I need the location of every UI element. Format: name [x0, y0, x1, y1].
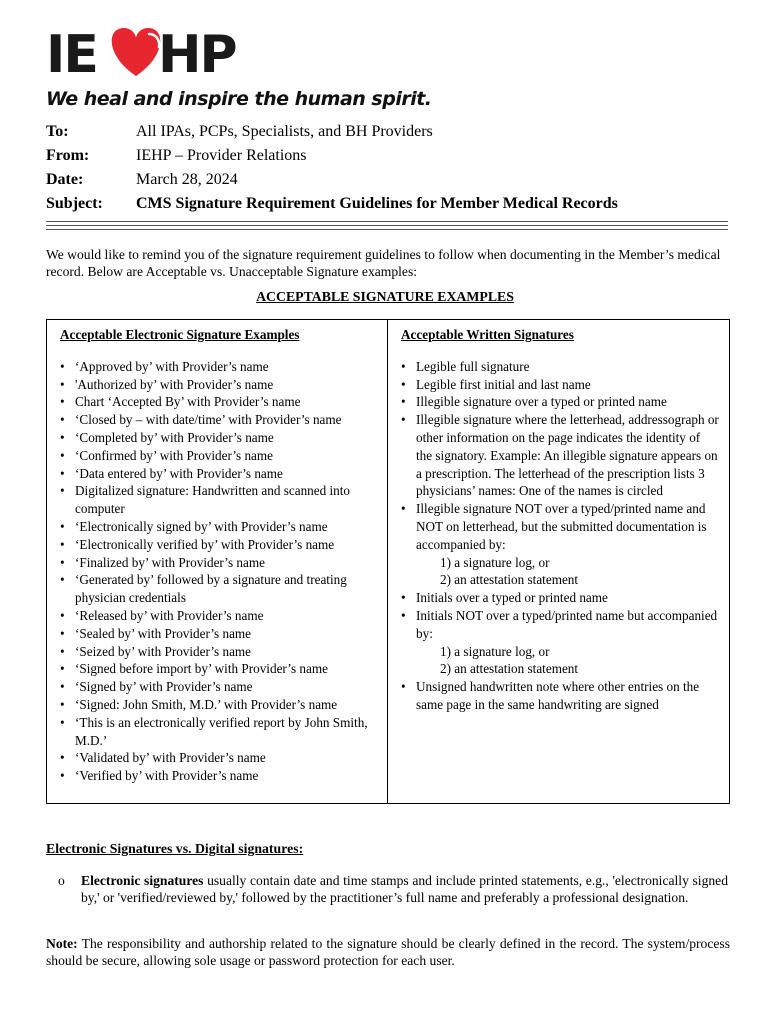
signature-table: [46, 319, 730, 804]
to-value: All IPAs, PCPs, Specialists, and BH Providers: [136, 123, 433, 140]
list-item: • Illegible signature where the letterhead, addressograph or other information on the page indicates the identity of the signatory. Example: An illegible signature appears on a prescription. The letterhead of the prescription lists 3 physicians’ names: One of the names is circled: [398, 411, 719, 500]
list-item: • Digitalized signature: Handwritten and scanned into computer: [57, 482, 377, 518]
svg-text:IE: IE: [46, 25, 97, 85]
bold-term: Electronic signatures: [81, 873, 204, 888]
to-label: To:: [46, 123, 69, 140]
subject-value: CMS Signature Requirement Guidelines for Member Medical Records: [136, 195, 618, 212]
es-description: usually contain date and time stamps and include printed statements, e.g., 'electronically signed by,' or 'verified/reviewed by,' followed by the practitioner’s full name and preferably a professional designation.: [81, 873, 728, 905]
list-item: • ‘Sealed by’ with Provider’s name: [57, 625, 377, 643]
date-value: March 28, 2024: [136, 171, 238, 188]
list-item: • ‘Electronically verified by’ with Provider’s name: [57, 536, 377, 554]
circle-bullet-icon: o: [58, 873, 65, 888]
list-item: • Illegible signature over a typed or printed name: [398, 393, 719, 411]
list-item: • Unsigned handwritten note where other entries on the same page in the same handwriting are signed: [398, 678, 719, 714]
intro-paragraph: We would like to remind you of the signature requirement guidelines to follow when documenting in the Member’s medical record. Below are Acceptable vs. Unacceptable Signature examples:: [46, 247, 721, 279]
list-item: • ‘Closed by – with date/time’ with Provider’s name: [57, 411, 377, 429]
list-item: • 'Authorized by’ with Provider’s name: [57, 376, 377, 394]
es-vs-ds-text: [81, 872, 728, 906]
divider: [46, 225, 728, 226]
section-heading: ACCEPTABLE SIGNATURE EXAMPLES: [256, 289, 514, 304]
note-label: Note:: [46, 936, 78, 951]
list-item: • ‘Generated by’ followed by a signature and treating physician credentials: [57, 571, 377, 607]
svg-text:HP: HP: [158, 25, 236, 85]
list-item: • ‘Electronically signed by’ with Provider’s name: [57, 518, 377, 536]
divider: [46, 229, 728, 230]
from-label: From:: [46, 147, 90, 164]
date-label: Date:: [46, 171, 84, 188]
list-item: • Legible full signature: [398, 358, 719, 376]
list-item: • ‘This is an electronically verified report by John Smith, M.D.’: [57, 714, 377, 750]
list-item: • ‘Confirmed by’ with Provider’s name: [57, 447, 377, 465]
list-item: [398, 500, 719, 589]
list-item: • ‘Approved by’ with Provider’s name: [57, 358, 377, 376]
subject-label: Subject:: [46, 195, 103, 212]
list-item: • ‘Validated by’ with Provider’s name: [57, 749, 377, 767]
sub-item: 1) a signature log, or: [440, 643, 550, 659]
sub-item: 2) an attestation statement: [440, 661, 579, 677]
divider: [46, 221, 728, 222]
list-item: • ‘Completed by’ with Provider’s name: [57, 429, 377, 447]
list-item: • ‘Signed: John Smith, M.D.’ with Provider’s name: [57, 696, 377, 714]
list-item: • ‘Verified by’ with Provider’s name: [57, 767, 377, 785]
iehp-logo: [46, 22, 236, 85]
list-item: • Initials over a typed or printed name: [398, 589, 719, 607]
es-vs-ds-heading: Electronic Signatures vs. Digital signatures:: [46, 841, 304, 856]
electronic-list: [57, 358, 377, 785]
from-value: IEHP – Provider Relations: [136, 147, 307, 164]
written-column: [388, 320, 729, 803]
sub-item: 2) an attestation statement: [440, 572, 579, 588]
electronic-column-title: Acceptable Electronic Signature Examples: [60, 327, 300, 342]
list-item: • ‘Signed before import by’ with Provider’s name: [57, 660, 377, 678]
list-item: • ‘Finalized by’ with Provider’s name: [57, 554, 377, 572]
memo-header: [46, 120, 618, 216]
written-list: [398, 358, 719, 714]
list-item: [398, 607, 719, 678]
es-vs-ds-item: [58, 872, 728, 906]
list-item: • ‘Released by’ with Provider’s name: [57, 607, 377, 625]
list-item: • Legible first initial and last name: [398, 376, 719, 394]
list-item: • Chart ‘Accepted By’ with Provider’s name: [57, 393, 377, 411]
written-column-title: Acceptable Written Signatures: [401, 327, 574, 342]
list-item-text: Initials NOT over a typed/printed name but accompanied by:: [416, 607, 718, 641]
sub-item: 1) a signature log, or: [440, 554, 550, 570]
list-item-text: Illegible signature NOT over a typed/printed name and NOT on letterhead, but the submitted documentation is accompanied by:: [416, 501, 707, 552]
electronic-column: [47, 320, 388, 803]
tagline: We heal and inspire the human spirit.: [46, 88, 432, 110]
list-item: • ‘Seized by’ with Provider’s name: [57, 643, 377, 661]
list-item: • ‘Signed by’ with Provider’s name: [57, 678, 377, 696]
list-item: • ‘Data entered by’ with Provider’s name: [57, 465, 377, 483]
note-paragraph: [46, 935, 730, 969]
note-text: The responsibility and authorship related to the signature should be clearly defined in the record. The system/process should be secure, allowing sole usage or password protection for each user.: [46, 936, 730, 968]
